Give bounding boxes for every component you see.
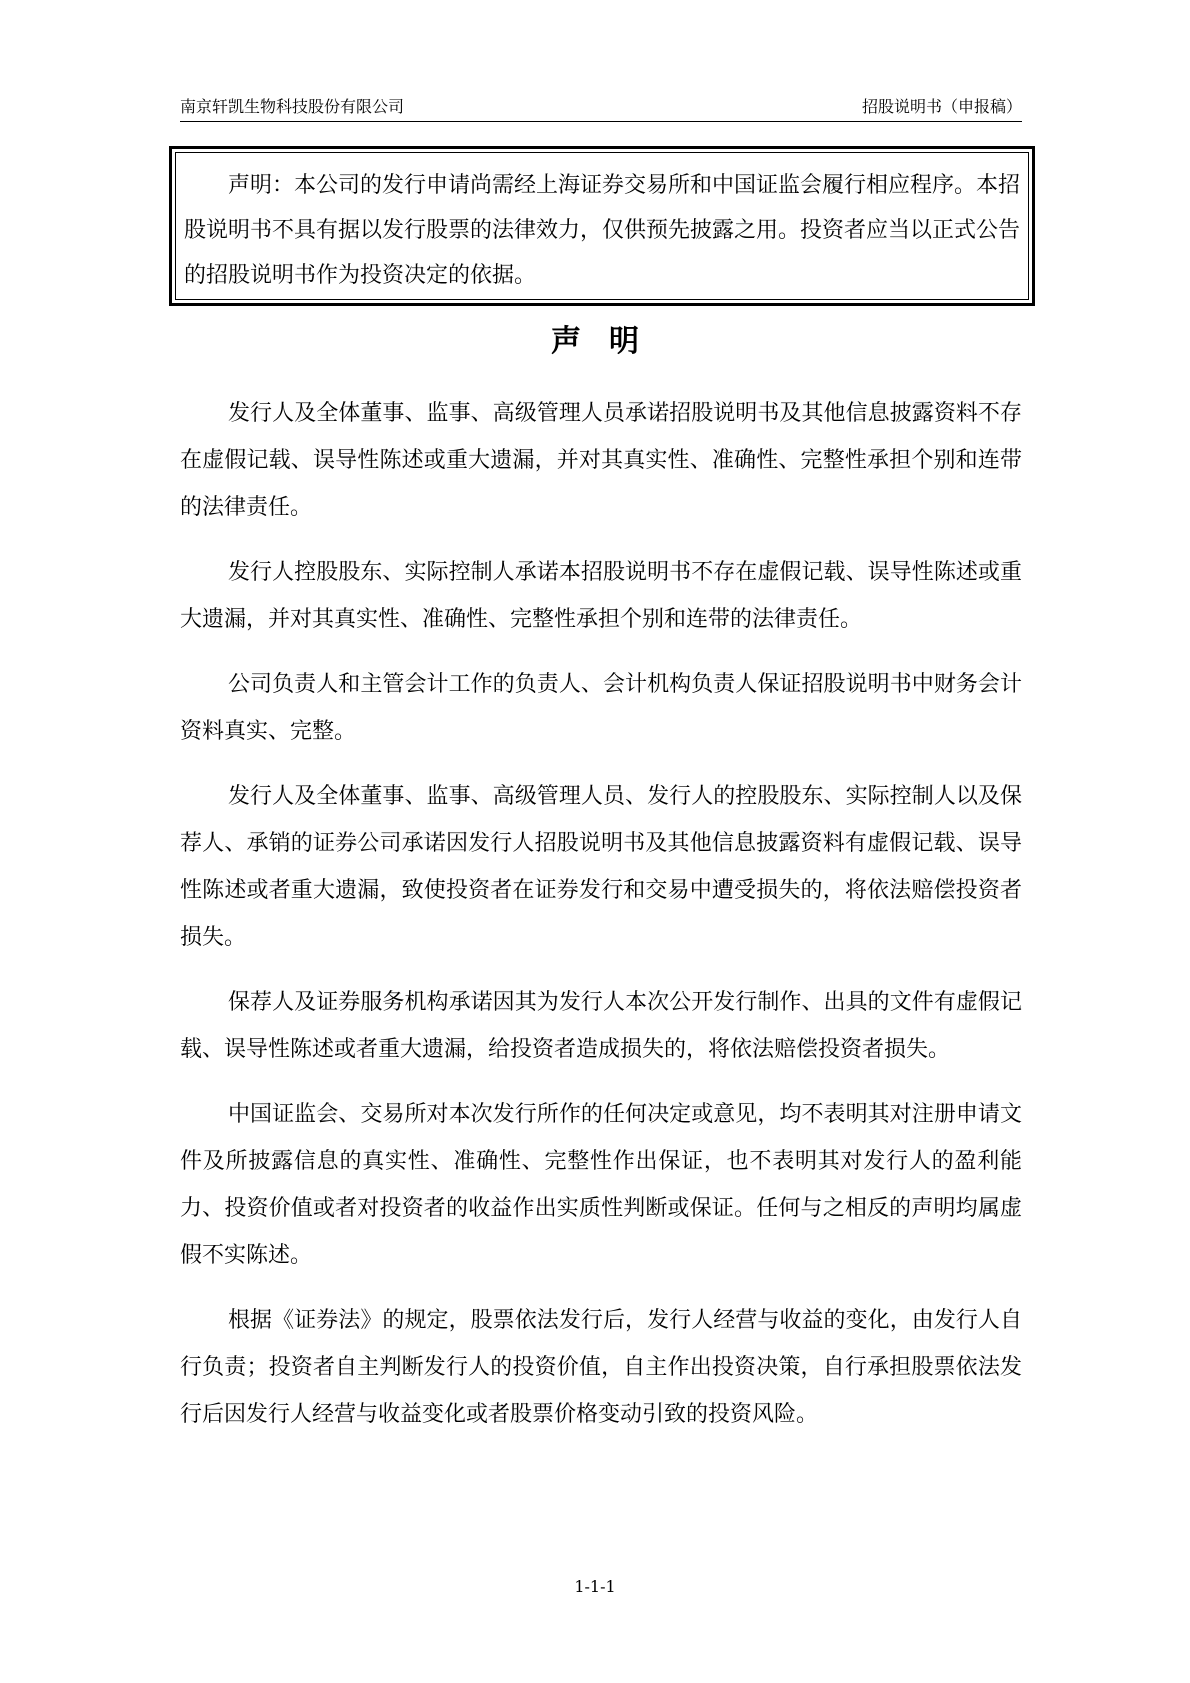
paragraph-4: 发行人及全体董事、监事、高级管理人员、发行人的控股股东、实际控制人以及保荐人、承销的证券公司承诺因发行人招股说明书及其他信息披露资料有虚假记载、误导性陈述或者重大遗漏，致使投资者在证券发行和交易中遭受损失的，将依法赔偿投资者损失。	[180, 784, 1022, 950]
paragraph-3: 公司负责人和主管会计工作的负责人、会计机构负责人保证招股说明书中财务会计资料真实、完整。	[180, 672, 1022, 744]
paragraph-1: 发行人及全体董事、监事、高级管理人员承诺招股说明书及其他信息披露资料不存在虚假记载、误导性陈述或重大遗漏，并对其真实性、准确性、完整性承担个别和连带的法律责任。	[180, 401, 1022, 520]
paragraph-6: 中国证监会、交易所对本次发行所作的任何决定或意见，均不表明其对注册申请文件及所披露信息的真实性、准确性、完整性作出保证，也不表明其对发行人的盈利能力、投资价值或者对投资者的收益作出实质性判断或保证。任何与之相反的声明均属虚假不实陈述。	[180, 1102, 1022, 1268]
paragraph-2: 发行人控股股东、实际控制人承诺本招股说明书不存在虚假记载、误导性陈述或重大遗漏，并对其真实性、准确性、完整性承担个别和连带的法律责任。	[180, 560, 1022, 632]
page-number: 1-1-1	[574, 1577, 616, 1596]
header-divider	[180, 121, 1022, 122]
header-company-name: 南京轩凯生物科技股份有限公司	[180, 97, 405, 116]
paragraph-5: 保荐人及证券服务机构承诺因其为发行人本次公开发行制作、出具的文件有虚假记载、误导性陈述或者重大遗漏，给投资者造成损失的，将依法赔偿投资者损失。	[180, 990, 1022, 1062]
page-header	[180, 96, 1022, 118]
page-title: 声明	[551, 324, 667, 359]
notice-box	[169, 146, 1035, 306]
notice-text: 声明：本公司的发行申请尚需经上海证券交易所和中国证监会履行相应程序。本招股说明书不具有据以发行股票的法律效力，仅供预先披露之用。投资者应当以正式公告的招股说明书作为投资决定的依据。	[175, 152, 1029, 300]
declaration-body	[180, 390, 1022, 1456]
paragraph-7: 根据《证券法》的规定，股票依法发行后，发行人经营与收益的变化，由发行人自行负责；投资者自主判断发行人的投资价值，自主作出投资决策，自行承担股票依法发行后因发行人经营与收益变化或者股票价格变动引致的投资风险。	[180, 1308, 1022, 1427]
header-document-type: 招股说明书（申报稿）	[861, 97, 1022, 116]
